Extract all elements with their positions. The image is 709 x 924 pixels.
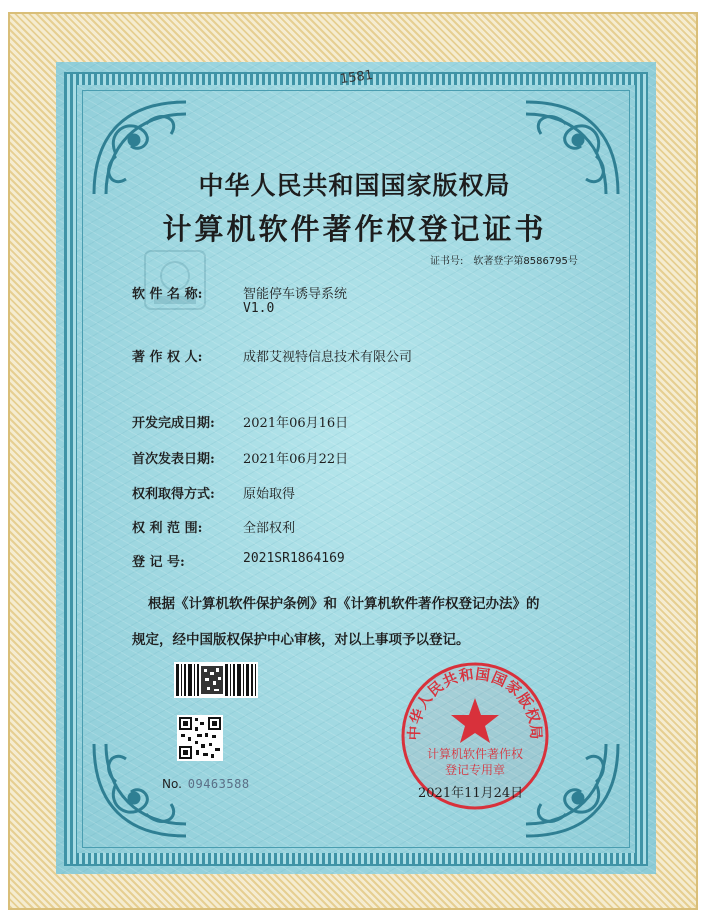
serial-number-label: No.	[162, 777, 182, 791]
certificate-number	[430, 252, 578, 267]
copyright-owner-value: 成都艾视特信息技术有限公司	[243, 350, 413, 365]
serial-number	[162, 777, 250, 791]
issue-date: 2021年11月24日	[418, 786, 524, 801]
completion-date-label: 开发完成日期:	[132, 416, 215, 431]
rights-scope-value: 全部权利	[243, 521, 296, 536]
first-publication-date-label: 首次发表日期:	[132, 452, 215, 467]
certificate-number-value: 软著登字第8586795号	[473, 256, 578, 267]
seal-center-line-2: 登记专用章	[444, 763, 506, 777]
seal-center-line-1: 计算机软件著作权	[426, 747, 524, 761]
acquisition-method-label: 权利取得方式:	[132, 487, 215, 502]
software-name-label: 软 件 名 称:	[132, 287, 203, 302]
seal-ring-text: 中华人民共和国国家版权局	[406, 666, 544, 741]
watermark-emblem	[142, 248, 208, 312]
body-text-line-2: 规定，经中国版权保护中心审核，对以上事项予以登记。	[132, 632, 470, 648]
issuing-authority: 中华人民共和国国家版权局	[198, 171, 511, 200]
registration-number-label: 登 记 号:	[132, 555, 185, 570]
acquisition-method-value: 原始取得	[243, 487, 296, 502]
serial-number-value: 09463588	[187, 777, 250, 791]
rights-scope-label: 权 利 范 围:	[132, 521, 203, 536]
first-publication-date-value: 2021年06月22日	[243, 452, 349, 467]
copyright-owner-label: 著 作 权 人:	[132, 350, 203, 365]
software-version: V1.0	[243, 301, 275, 316]
barcode	[174, 662, 258, 698]
body-text-line-1: 根据《计算机软件保护条例》和《计算机软件著作权登记办法》的	[148, 596, 540, 612]
handwritten-note: 1581	[339, 67, 374, 88]
completion-date-value: 2021年06月16日	[243, 416, 349, 431]
software-name-value: 智能停车诱导系统	[243, 287, 348, 302]
qr-code	[177, 715, 223, 761]
registration-number-value: 2021SR1864169	[243, 551, 345, 566]
certificate-number-label: 证书号:	[430, 256, 464, 267]
certificate-title: 计算机软件著作权登记证书	[162, 212, 547, 246]
